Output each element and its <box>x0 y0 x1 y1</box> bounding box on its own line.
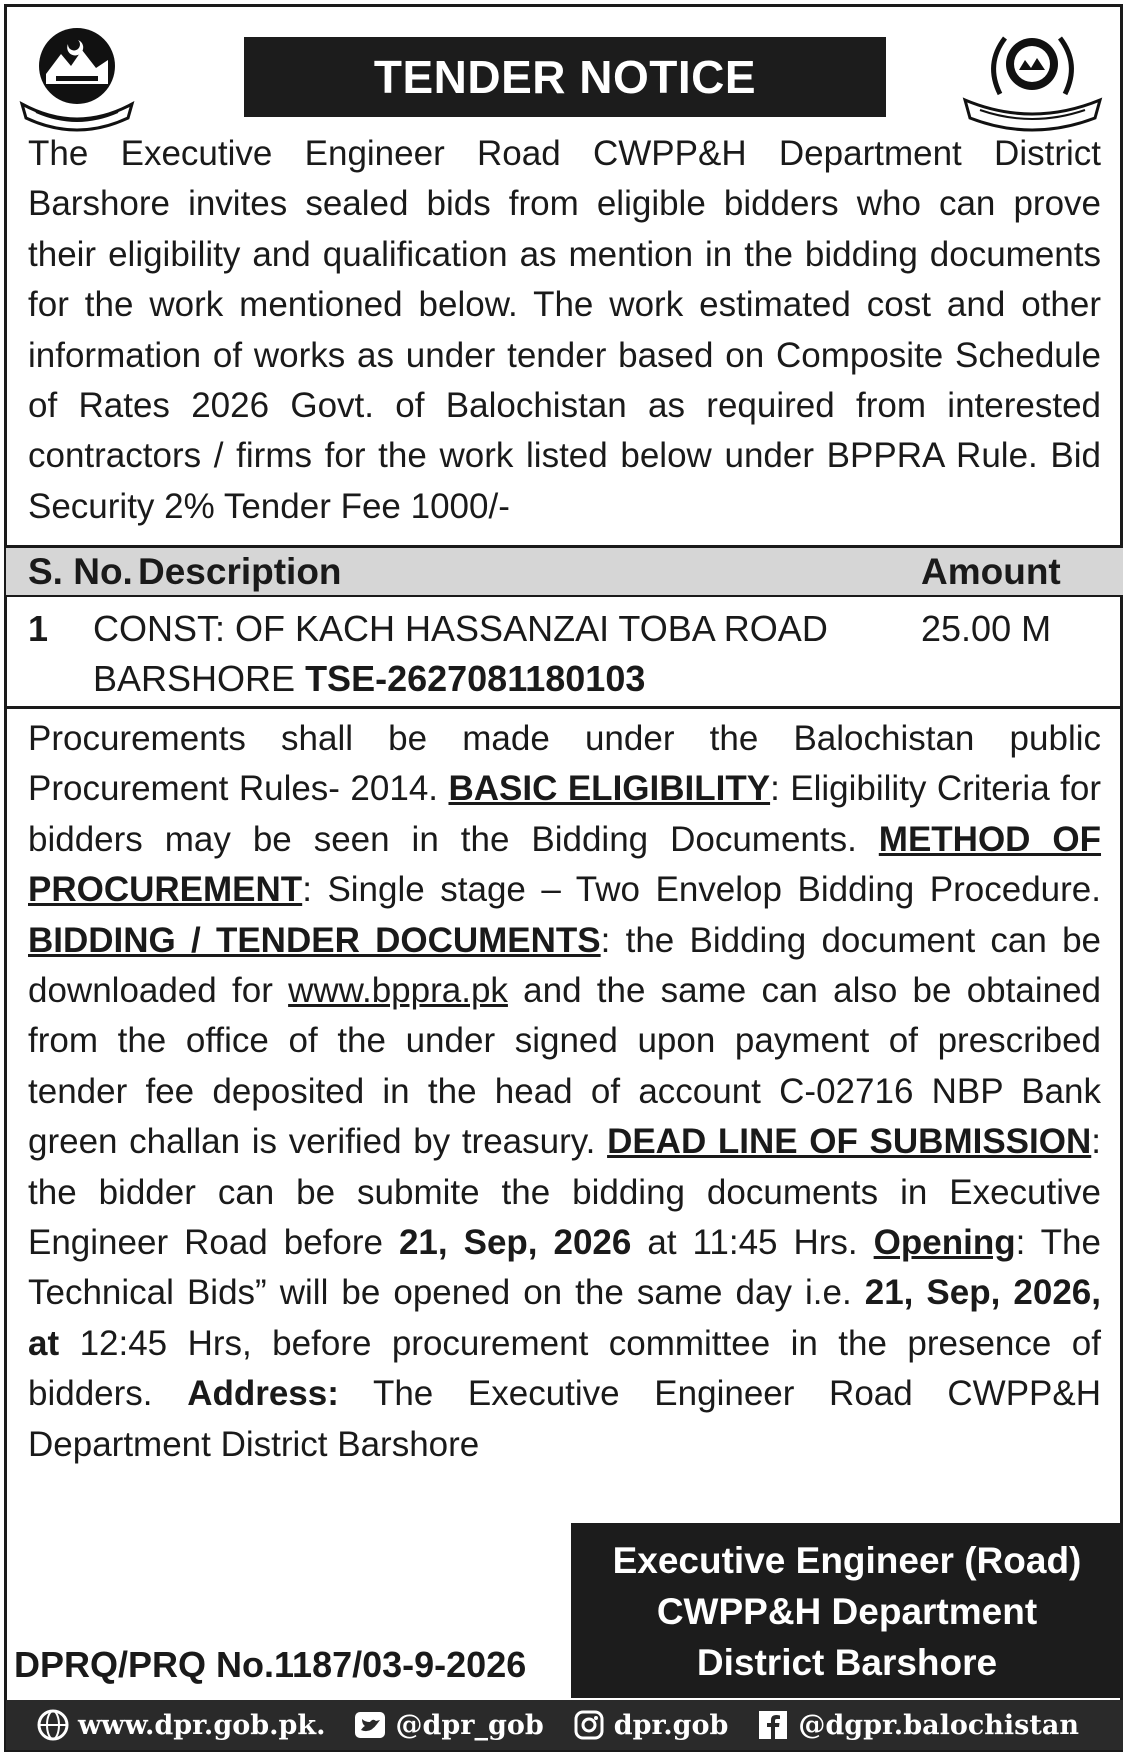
signature-line-1: Executive Engineer (Road) <box>612 1540 1082 1581</box>
col-amount-header: Amount <box>921 551 1061 592</box>
submission-date: 21, Sep, 2026 <box>398 1223 632 1263</box>
body-text-10: The Executive Engineer Road CWPP&H Department District Barshore <box>28 1374 1101 1464</box>
reference-number: DPRQ/PRQ No.1187/03-9-2026 <box>14 1644 527 1685</box>
row-desc-text: CONST: OF KACH HASSANZAI TOBA ROAD BARSHORE <box>93 608 828 699</box>
facebook-item[interactable] <box>756 1708 1079 1742</box>
heading-basic-eligibility: BASIC ELIGIBILITY <box>448 769 771 809</box>
balochistan-emblem-icon <box>16 22 138 132</box>
website-item[interactable] <box>36 1708 325 1742</box>
row-amount: 25.00 M <box>921 608 1052 649</box>
body-text-4: : the Bidding document can be downloaded for <box>28 920 1101 1011</box>
heading-address: Address: <box>187 1374 339 1414</box>
social-footer <box>6 1700 1123 1750</box>
body-text-1: Procurements shall be made under the Balochistan public Procurement Rules- 2014. <box>28 719 1101 809</box>
twitter-item[interactable] <box>353 1708 543 1742</box>
intro-paragraph: The Executive Engineer Road CWPP&H Department District Barshore invites sealed bids from eligible bidders who can prove their eligibility and qualification as mention in the bidding documents for the work mentioned below. The work estimated cost and other information of works as under tender based on Composite Schedule of Rates 2026 Govt. of Balochistan as required from interested contractors / firms for the work listed below under BPPRA Rule. Bid Security 2% Tender Fee 1000/- <box>28 134 1101 526</box>
row-sno: 1 <box>28 608 49 649</box>
dpr-seal-icon <box>955 24 1110 134</box>
table-header <box>6 545 1123 597</box>
heading-method-of-procurement: METHOD OF PROCUREMENT <box>28 819 1102 910</box>
body-text-3: : Single stage – Two Envelop Bidding Procedure. <box>302 870 1101 910</box>
facebook-text: @dgpr.balochistan <box>798 1709 1079 1741</box>
twitter-text: @dpr_gob <box>395 1709 544 1741</box>
bppra-link[interactable]: www.bppra.pk <box>288 971 508 1011</box>
body-text-7: at 11:45 Hrs. <box>647 1223 858 1263</box>
website-text: www.dpr.gob.pk. <box>78 1709 326 1741</box>
instagram-text: dpr.gob <box>613 1709 729 1741</box>
table-row <box>6 600 1123 709</box>
heading-opening: Opening <box>873 1223 1016 1263</box>
heading-deadline: DEAD LINE OF SUBMISSION <box>607 1122 1092 1162</box>
web-icon <box>36 1708 70 1742</box>
twitter-icon <box>353 1708 387 1742</box>
body-text-9: 12:45 Hrs, before procurement committee in the presence of bidders. <box>28 1323 1101 1414</box>
opening-date: 21, Sep, 2026, at <box>28 1273 1101 1363</box>
signature-line-2: CWPP&H Department <box>656 1591 1038 1632</box>
instagram-item[interactable] <box>572 1708 729 1742</box>
row-description <box>93 604 853 704</box>
facebook-icon <box>756 1708 790 1742</box>
body-text-8: : The Technical Bids” will be opened on the same day i.e. <box>28 1223 1101 1313</box>
body-paragraph <box>28 714 1101 1470</box>
body-text-6: : the bidder can be submite the bidding documents in Executive Engineer Road before <box>28 1122 1101 1263</box>
body-text-5: and the same can also be obtained from the office of the under signed upon payment of prescribed tender fee deposited in the head of account C-02716 NBP Bank green challan is verified by treasury. <box>28 971 1102 1162</box>
signature-block <box>571 1523 1123 1698</box>
instagram-icon <box>572 1708 606 1742</box>
col-sno-header: S. No. <box>28 551 133 592</box>
signature-line-3: District Barshore <box>696 1642 998 1683</box>
heading-bidding-documents: BIDDING / TENDER DOCUMENTS <box>28 920 601 960</box>
page-title: TENDER NOTICE <box>244 37 886 117</box>
row-tse-code: TSE-2627081180103 <box>305 658 646 699</box>
col-desc-header: Description <box>138 551 342 592</box>
body-text-2: : Eligibility Criteria for bidders may be seen in the Bidding Documents. <box>28 769 1101 859</box>
